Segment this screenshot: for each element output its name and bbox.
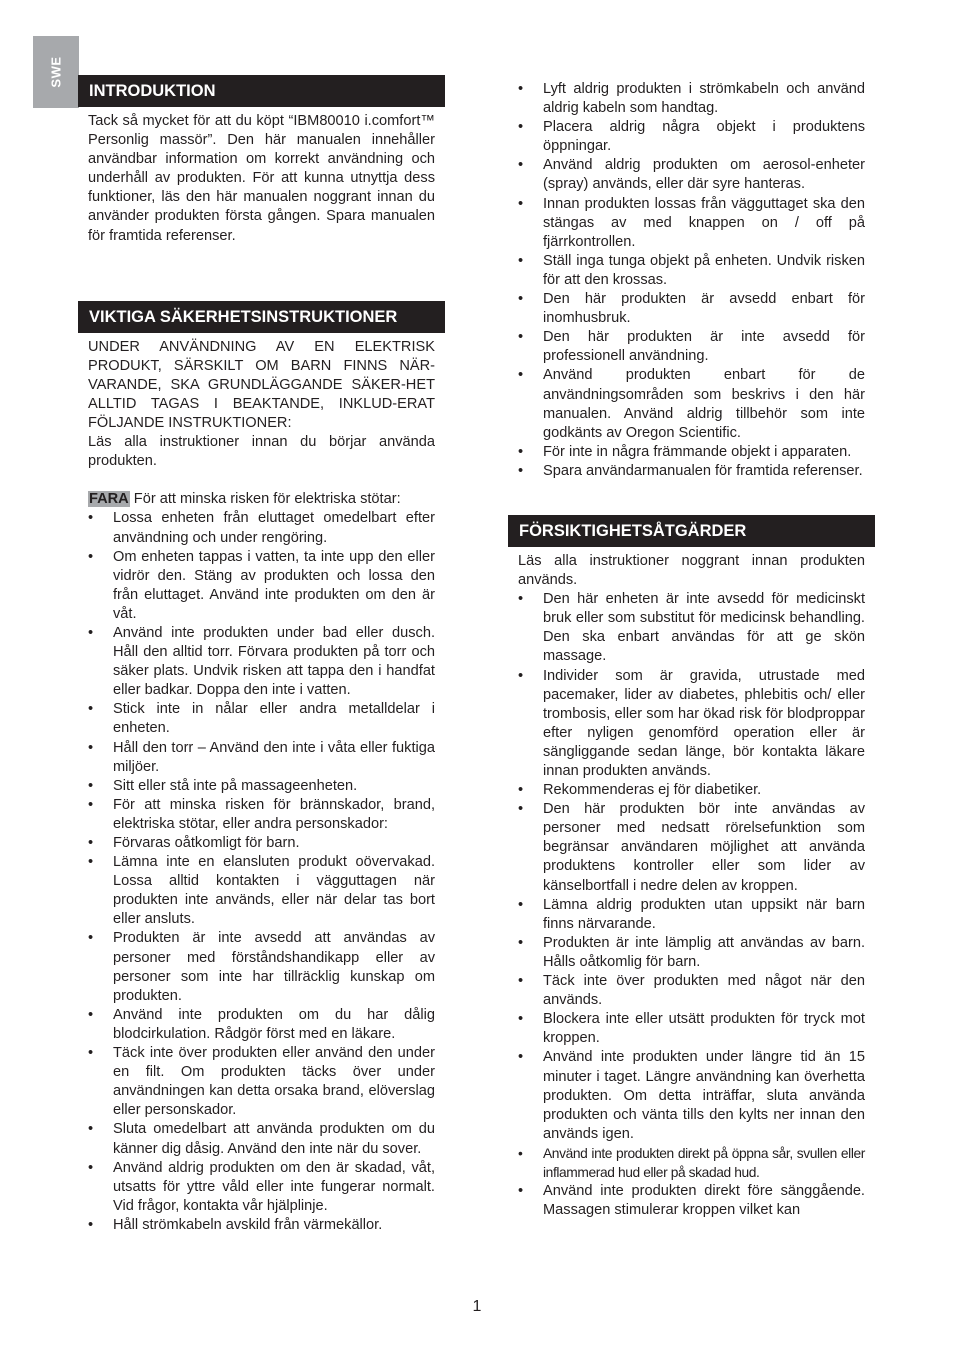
right-column [508,80,875,1220]
list-item: • Täck inte över produkten med något när den används. [518,972,865,1010]
safety-list [88,509,435,1235]
list-item: • Rekommenderas ej för diabetiker. [518,781,865,800]
list-item: • Placera aldrig några objekt i produktens öppningar. [518,118,865,156]
safety-read-all: Läs alla instruktioner innan du börjar använda produkten. [88,434,435,470]
list-item: • Spara användarmanualen för framtida referenser. [518,462,865,481]
list-item: • Håll den torr – Använd den inte i våta eller fuktiga miljöer. [88,739,435,777]
intro-text: Tack så mycket för att du köpt “IBM80010 i.comfort™ Personlig massör”. Den här manualen innehåller användbar information om korrekt användning och underhåll av produkten. För att kunna utnyttja dess funktioner, läs den här manualen noggrant innan du använder produkten första gången. Spara manualen för framtida referenser. [88,113,435,244]
list-item: • Ställ inga tunga objekt på enheten. Undvik risken för att den krossas. [518,252,865,290]
list-item: • Använd inte produkten direkt på öppna sår, svullen eller inflammerad hud eller på skadad hud. [518,1144,865,1182]
list-item: • Den här produkten är avsedd enbart för inomhusbruk. [518,290,865,328]
list-item: • Den här produkten bör inte användas av personer med nedsatt rörelsefunktion som begränsar användaren möjlighet att använda produktens kontroller eller som lider av känselbortfall i nedre delen av kroppen. [518,800,865,895]
intro-heading: INTRODUKTION [78,75,445,107]
list-item: • Den här produkten är inte avsedd för professionell användning. [518,328,865,366]
list-item: • Förvaras oåtkomligt för barn. [88,834,435,853]
list-item: • Lämna inte en elansluten produkt oövervakad. Lossa alltid kontakten i vägguttagen när produkten inte används, eller när delar tas bort eller ansluts. [88,853,435,929]
list-item: • Använd aldrig produkten om den är skadad, våt, utsatts för yttre våld eller inte fungerar normalt. Vid frågor, kontakta vår hjälplinje. [88,1159,435,1216]
list-item: • Den här enheten är inte avsedd för medicinskt bruk eller som substitut för medicinsk behandling. Den ska enbart användas för att ge skön massage. [518,590,865,666]
list-item: • För inte in några främmande objekt i apparaten. [518,443,865,462]
precautions-list [518,590,865,1220]
list-item: • Täck inte över produkten eller använd den under en filt. Om produkten täcks över under användningen kan detta orsaka brand, elöverslag eller personskador. [88,1044,435,1120]
list-item: • Lyft aldrig produkten i strömkabeln och använd aldrig kabeln som handtag. [518,80,865,118]
safety-heading: VIKTIGA SÄKERHETSINSTRUKTIONER [78,301,445,333]
language-tab [33,36,79,108]
list-item: • Sitt eller stå inte på massageenheten. [88,777,435,796]
list-item: • Lossa enheten från eluttaget omedelbart efter användning och under rengöring. [88,509,435,547]
list-item: • Använd inte produkten under bad eller dusch. Håll den alltid torr. Förvara produkten på torr och säker plats. Undvik risken att tappa den i handfat eller badkar. Doppa den inte i vatten. [88,624,435,700]
safety-continued-section [508,80,875,481]
list-item: • Produkten är inte avsedd att användas av personer med förståndshandikapp eller av personer som inte har tillräcklig kunskap om produkten. [88,929,435,1005]
intro-section [78,112,445,246]
list-item: • Om enheten tappas i vatten, ta inte upp den eller vidrör den. Stäng av produkten och lossa den från eluttaget. Använd inte produkten om den är våt. [88,548,435,624]
precautions-section [508,552,875,1220]
precautions-heading: FÖRSIKTIGHETSÅTGÄRDER [508,515,875,547]
danger-text: För att minska risken för elektriska stötar: [133,491,401,508]
safety-list-continued [518,80,865,481]
safety-section [78,338,445,1235]
list-item: • Lämna aldrig produkten utan uppsikt när barn finns närvarande. [518,896,865,934]
list-item: • Sluta omedelbart att använda produkten om du känner dig dåsig. Använd den inte när du sover. [88,1120,435,1158]
list-item: • För att minska risken för brännskador, brand, elektriska stötar, eller andra personskador: [88,796,435,834]
danger-badge: FARA [89,491,129,508]
language-tab-label: SWE [48,56,64,88]
page-number: 1 [472,1298,482,1315]
list-item: • Innan produkten lossas från vägguttaget ska den stängas av med knappen on / off på fjärrkontrollen. [518,195,865,252]
left-column [78,75,445,1235]
list-item: • Håll strömkabeln avskild från värmekällor. [88,1216,435,1235]
list-item: • Använd inte produkten under längre tid än 15 minuter i taget. Längre användning kan överhetta produkten. Om detta inträffar, sluta använda produkten och vänta tills den kylts ner innan den används igen. [518,1048,865,1143]
list-item: • Stick inte in nålar eller andra metalldelar i enheten. [88,700,435,738]
list-item: • Använd aldrig produkten om aerosol-enheter (spray) används, eller där syre hanteras. [518,156,865,194]
list-item: • Blockera inte eller utsätt produkten för tryck mot kroppen. [518,1010,865,1048]
danger-line [88,490,435,509]
list-item: • Använd inte produkten direkt före sänggående. Massagen stimulerar kroppen vilket kan [518,1182,865,1220]
precautions-intro: Läs alla instruktioner noggrant innan produkten används. [518,552,865,589]
list-item: • Produkten är inte lämplig att användas av barn. Hålls oåtkomlig för barn. [518,934,865,972]
list-item: • Använd produkten enbart för de användningsområden som beskrivs i den här manualen. Använd aldrig tillbehör som inte godkänts av Oregon Scientific. [518,366,865,442]
list-item: • Individer som är gravida, utrustade med pacemaker, lider av diabetes, phlebitis och/ eller trombosis, eller som har ökad risk för blodproppar efter nyligen genomförd operation eller är sängliggande sedan länge, bör kontakta läkare innan produkten används. [518,667,865,782]
safety-warning-caps: UNDER ANVÄNDNING AV EN ELEKTRISK PRODUKT, SÄRSKILT OM BARN FINNS NÄR-VARANDE, SKA GRUNDLÄGGANDE SÄKER-HET ALLTID TAGAS I BEAKTANDE, INKLUD-ERAT FÖLJANDE INSTRUKTIONER: [88,338,435,432]
list-item: • Använd inte produkten om du har dålig blodcirkulation. Rådgör först med en läkare. [88,1006,435,1044]
